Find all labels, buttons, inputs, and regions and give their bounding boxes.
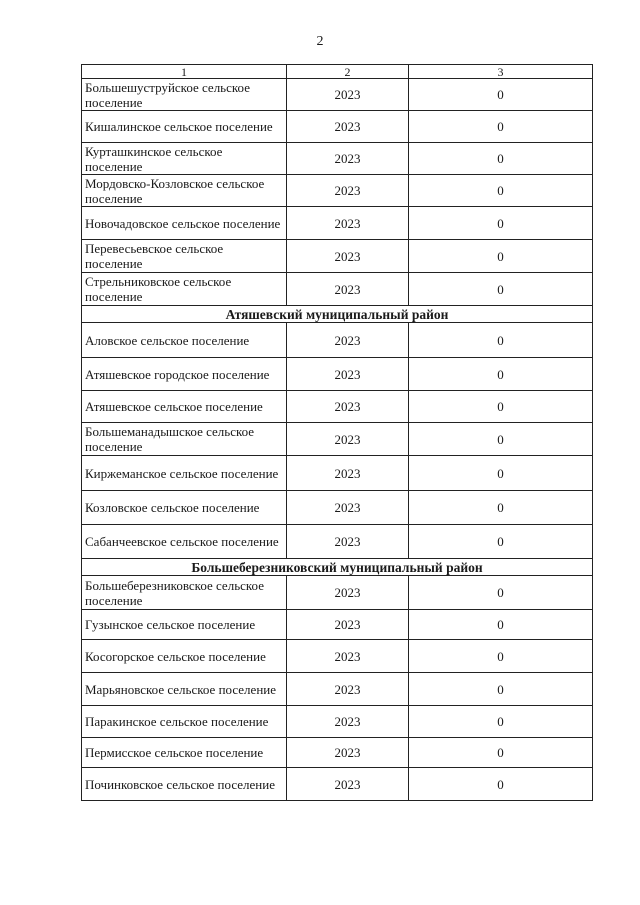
settlement-name: Атяшевское городское поселение: [82, 358, 287, 391]
year-cell: 2023: [287, 456, 409, 491]
value-cell: 0: [409, 175, 593, 207]
value-cell: 0: [409, 358, 593, 391]
table-row: [82, 706, 593, 738]
year-cell: 2023: [287, 207, 409, 240]
column-number: 1: [82, 65, 287, 79]
value-cell: 0: [409, 610, 593, 640]
table-row: [82, 640, 593, 673]
value-cell: 0: [409, 143, 593, 175]
district-header-row: [82, 306, 593, 323]
value-cell: 0: [409, 525, 593, 559]
settlement-name: Марьяновское сельское поселение: [82, 673, 287, 706]
year-cell: 2023: [287, 323, 409, 358]
year-cell: 2023: [287, 706, 409, 738]
year-cell: 2023: [287, 111, 409, 143]
table-row: [82, 323, 593, 358]
value-cell: 0: [409, 111, 593, 143]
settlement-name: Новочадовское сельское поселение: [82, 207, 287, 240]
value-cell: 0: [409, 323, 593, 358]
settlements-table: [81, 64, 593, 801]
table-row: [82, 768, 593, 801]
table-row: [82, 491, 593, 525]
district-title: Большеберезниковский муниципальный район: [82, 559, 593, 576]
settlement-name: Пермисское сельское поселение: [82, 738, 287, 768]
column-number-row: [82, 65, 593, 79]
settlement-name: Сабанчеевское сельское поселение: [82, 525, 287, 559]
column-number: 3: [409, 65, 593, 79]
value-cell: 0: [409, 240, 593, 273]
settlement-name: Паракинское сельское поселение: [82, 706, 287, 738]
table-row: [82, 240, 593, 273]
settlement-name: Стрельниковское сельское поселение: [82, 273, 287, 306]
value-cell: 0: [409, 491, 593, 525]
settlement-name: Большешуструйское сельское поселение: [82, 79, 287, 111]
table-row: [82, 207, 593, 240]
year-cell: 2023: [287, 391, 409, 423]
year-cell: 2023: [287, 525, 409, 559]
year-cell: 2023: [287, 240, 409, 273]
value-cell: 0: [409, 391, 593, 423]
table-row: [82, 143, 593, 175]
settlement-name: Починковское сельское поселение: [82, 768, 287, 801]
year-cell: 2023: [287, 610, 409, 640]
table-row: [82, 273, 593, 306]
table-row: [82, 358, 593, 391]
settlement-name: Козловское сельское поселение: [82, 491, 287, 525]
year-cell: 2023: [287, 423, 409, 456]
table-row: [82, 610, 593, 640]
settlement-name: Гузынское сельское поселение: [82, 610, 287, 640]
page-number: 2: [316, 34, 324, 49]
year-cell: 2023: [287, 358, 409, 391]
value-cell: 0: [409, 706, 593, 738]
year-cell: 2023: [287, 738, 409, 768]
table-row: [82, 456, 593, 491]
settlement-name: Киржеманское сельское поселение: [82, 456, 287, 491]
settlement-name: Кишалинское сельское поселение: [82, 111, 287, 143]
year-cell: 2023: [287, 273, 409, 306]
value-cell: 0: [409, 207, 593, 240]
settlement-name: Курташкинское сельское поселение: [82, 143, 287, 175]
settlement-name: Большеманадышское сельское поселение: [82, 423, 287, 456]
value-cell: 0: [409, 738, 593, 768]
table-row: [82, 175, 593, 207]
year-cell: 2023: [287, 175, 409, 207]
district-title: Атяшевский муниципальный район: [82, 306, 593, 323]
value-cell: 0: [409, 456, 593, 491]
settlement-name: Мордовско-Козловское сельское поселение: [82, 175, 287, 207]
value-cell: 0: [409, 273, 593, 306]
value-cell: 0: [409, 79, 593, 111]
settlement-name: Перевесьевское сельское поселение: [82, 240, 287, 273]
year-cell: 2023: [287, 673, 409, 706]
column-number: 2: [287, 65, 409, 79]
table-row: [82, 525, 593, 559]
year-cell: 2023: [287, 640, 409, 673]
district-header-row: [82, 559, 593, 576]
table-row: [82, 391, 593, 423]
year-cell: 2023: [287, 143, 409, 175]
value-cell: 0: [409, 423, 593, 456]
value-cell: 0: [409, 768, 593, 801]
value-cell: 0: [409, 673, 593, 706]
settlement-name: Атяшевское сельское поселение: [82, 391, 287, 423]
table-row: [82, 738, 593, 768]
value-cell: 0: [409, 640, 593, 673]
settlement-name: Косогорское сельское поселение: [82, 640, 287, 673]
settlement-name: Большеберезниковское сельское поселение: [82, 576, 287, 610]
value-cell: 0: [409, 576, 593, 610]
year-cell: 2023: [287, 576, 409, 610]
year-cell: 2023: [287, 768, 409, 801]
table-row: [82, 111, 593, 143]
table-row: [82, 576, 593, 610]
table-row: [82, 423, 593, 456]
table-row: [82, 79, 593, 111]
year-cell: 2023: [287, 79, 409, 111]
table-row: [82, 673, 593, 706]
year-cell: 2023: [287, 491, 409, 525]
settlement-name: Аловское сельское поселение: [82, 323, 287, 358]
